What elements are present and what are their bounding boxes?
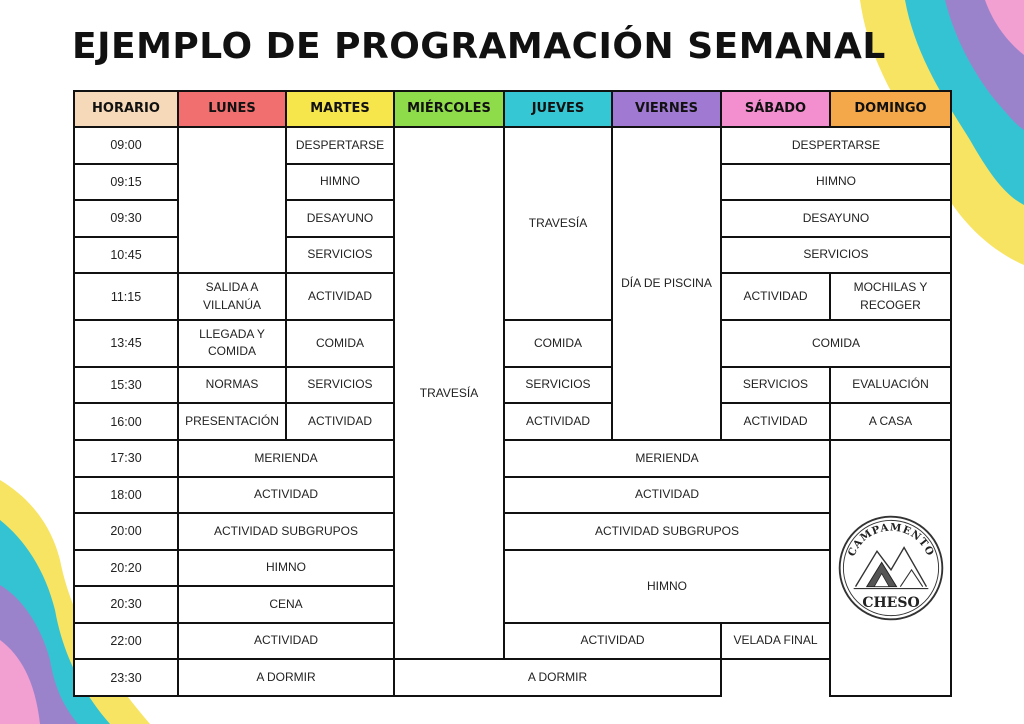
jueves-cell: SERVICIOS	[504, 367, 612, 404]
lunes-cell: NORMAS	[178, 367, 286, 404]
time-cell: 13:45	[74, 320, 178, 367]
jueves-sabado-cell: ACTIVIDAD SUBGRUPOS	[504, 513, 830, 550]
time-cell: 09:00	[74, 127, 178, 164]
header-sabado: SÁBADO	[721, 91, 830, 127]
lunes-martes-cell: MERIENDA	[178, 440, 394, 477]
time-cell: 20:00	[74, 513, 178, 550]
sabado-cell: SERVICIOS	[721, 367, 830, 404]
schedule-row-2000	[74, 513, 951, 550]
weekend-cell: SERVICIOS	[721, 237, 951, 274]
time-cell: 10:45	[74, 237, 178, 274]
sabado-cell: ACTIVIDAD	[721, 273, 830, 320]
schedule-row-1600	[74, 403, 951, 440]
lunes-martes-cell: CENA	[178, 586, 394, 623]
time-cell: 23:30	[74, 659, 178, 696]
logo-top-text: CAMPAMENTO	[845, 521, 937, 559]
jueves-sabado-cell: MERIENDA	[504, 440, 830, 477]
miercoles-travesia: TRAVESÍA	[394, 127, 504, 659]
schedule-row-2200	[74, 623, 951, 660]
camp-logo-cell	[830, 440, 951, 696]
time-cell: 11:15	[74, 273, 178, 320]
weekend-cell: HIMNO	[721, 164, 951, 201]
lunes-martes-cell: HIMNO	[178, 550, 394, 587]
martes-cell: DESPERTARSE	[286, 127, 394, 164]
lunes-cell: LLEGADA Y COMIDA	[178, 320, 286, 367]
campamento-cheso-logo	[835, 512, 947, 624]
jueves-viernes-cell: ACTIVIDAD	[504, 623, 721, 660]
lunes-martes-cell: A DORMIR	[178, 659, 394, 696]
viernes-dia-piscina: DÍA DE PISCINA	[612, 127, 721, 440]
logo-bottom-text: CHESO	[862, 595, 920, 612]
header-martes: MARTES	[286, 91, 394, 127]
weekend-cell: COMIDA	[721, 320, 951, 367]
time-cell: 18:00	[74, 477, 178, 514]
schedule-row-1530	[74, 367, 951, 404]
weekend-cell: DESPERTARSE	[721, 127, 951, 164]
lunes-martes-cell: ACTIVIDAD	[178, 623, 394, 660]
schedule-row-1800	[74, 477, 951, 514]
schedule-row-1730	[74, 440, 951, 477]
weekly-schedule-table	[73, 90, 952, 697]
martes-cell: DESAYUNO	[286, 200, 394, 237]
jueves-sabado-cell: ACTIVIDAD	[504, 477, 830, 514]
lunes-cell: SALIDA A VILLANÚA	[178, 273, 286, 320]
weekend-cell: DESAYUNO	[721, 200, 951, 237]
lunes-cell: PRESENTACIÓN	[178, 403, 286, 440]
martes-cell: SERVICIOS	[286, 237, 394, 274]
time-cell: 16:00	[74, 403, 178, 440]
time-cell: 17:30	[74, 440, 178, 477]
martes-cell: ACTIVIDAD	[286, 273, 394, 320]
jueves-travesia: TRAVESÍA	[504, 127, 612, 320]
time-cell: 22:00	[74, 623, 178, 660]
header-horario: HORARIO	[74, 91, 178, 127]
domingo-cell: MOCHILAS Y RECOGER	[830, 273, 951, 320]
sabado-cell: VELADA FINAL	[721, 623, 830, 660]
time-cell: 20:30	[74, 586, 178, 623]
schedule-row-2330	[74, 659, 951, 696]
sabado-cell: ACTIVIDAD	[721, 403, 830, 440]
lunes-empty-morning	[178, 127, 286, 273]
lunes-martes-cell: ACTIVIDAD SUBGRUPOS	[178, 513, 394, 550]
time-cell: 09:15	[74, 164, 178, 201]
martes-cell: COMIDA	[286, 320, 394, 367]
time-cell: 20:20	[74, 550, 178, 587]
jueves-cell: ACTIVIDAD	[504, 403, 612, 440]
header-row	[74, 91, 951, 127]
schedule-row-2020	[74, 550, 951, 587]
martes-cell: HIMNO	[286, 164, 394, 201]
schedule-row-1345	[74, 320, 951, 367]
jueves-sabado-cell: HIMNO	[504, 550, 830, 623]
header-domingo: DOMINGO	[830, 91, 951, 127]
domingo-cell: EVALUACIÓN	[830, 367, 951, 404]
time-cell: 15:30	[74, 367, 178, 404]
lunes-martes-cell: ACTIVIDAD	[178, 477, 394, 514]
header-lunes: LUNES	[178, 91, 286, 127]
header-viernes: VIERNES	[612, 91, 721, 127]
time-cell: 09:30	[74, 200, 178, 237]
header-miercoles: MIÉRCOLES	[394, 91, 504, 127]
martes-cell: ACTIVIDAD	[286, 403, 394, 440]
schedule-row-0900	[74, 127, 951, 164]
domingo-cell: A CASA	[830, 403, 951, 440]
jueves-cell: COMIDA	[504, 320, 612, 367]
header-jueves: JUEVES	[504, 91, 612, 127]
page-title: EJEMPLO DE PROGRAMACIÓN SEMANAL	[72, 26, 886, 67]
jueves-sabado-cell: A DORMIR	[394, 659, 721, 696]
martes-cell: SERVICIOS	[286, 367, 394, 404]
